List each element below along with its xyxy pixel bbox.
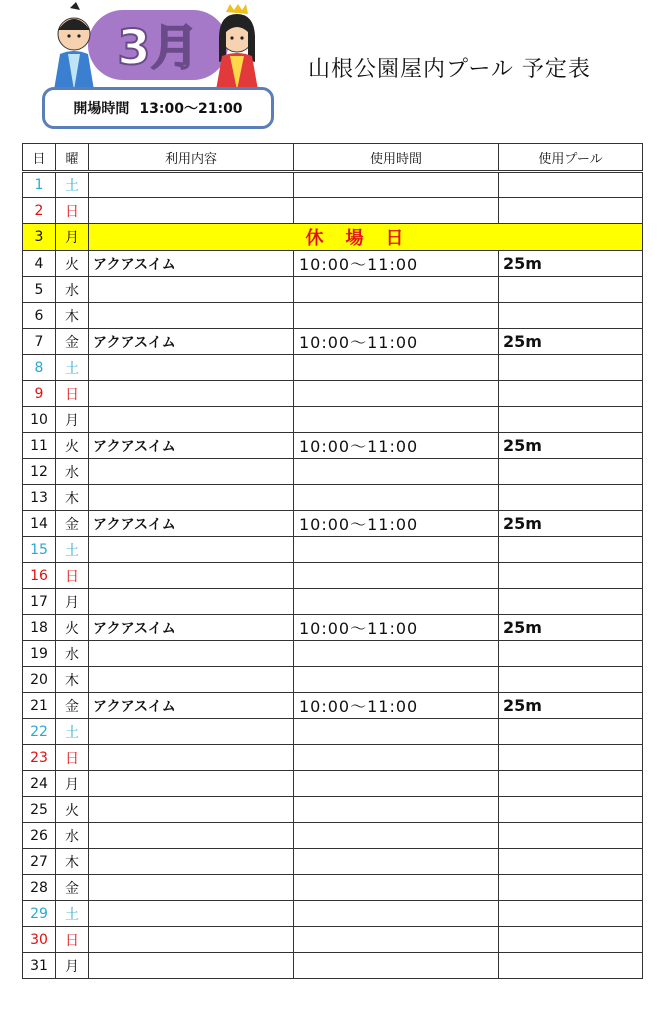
column-header-time: 使用時間 (294, 144, 499, 172)
content-cell (89, 953, 294, 979)
pool-cell (499, 459, 643, 485)
time-cell (294, 771, 499, 797)
day-cell: 13 (23, 485, 56, 511)
time-cell (294, 407, 499, 433)
table-header-row (23, 144, 643, 172)
content-cell: アクアスイム (89, 511, 294, 537)
weekday-cell: 日 (56, 198, 89, 224)
table-row (23, 875, 643, 901)
time-cell (294, 719, 499, 745)
content-cell (89, 459, 294, 485)
content-cell (89, 381, 294, 407)
day-cell: 8 (23, 355, 56, 381)
day-cell: 20 (23, 667, 56, 693)
time-cell (294, 459, 499, 485)
day-cell: 21 (23, 693, 56, 719)
schedule-table (22, 143, 643, 979)
time-cell (294, 537, 499, 563)
content-cell (89, 927, 294, 953)
table-row (23, 823, 643, 849)
column-header-day: 日 (23, 144, 56, 172)
pool-cell: 25m (499, 615, 643, 641)
table-row (23, 433, 643, 459)
content-cell (89, 277, 294, 303)
day-cell: 5 (23, 277, 56, 303)
pool-cell (499, 875, 643, 901)
content-cell (89, 407, 294, 433)
day-cell: 16 (23, 563, 56, 589)
content-cell (89, 849, 294, 875)
content-cell (89, 589, 294, 615)
pool-cell (499, 172, 643, 198)
weekday-cell: 月 (56, 953, 89, 979)
content-cell: アクアスイム (89, 615, 294, 641)
column-header-content: 利用内容 (89, 144, 294, 172)
weekday-cell: 日 (56, 563, 89, 589)
time-cell: 10:00～11:00 (294, 693, 499, 719)
content-cell (89, 485, 294, 511)
pool-cell (499, 485, 643, 511)
time-cell: 10:00～11:00 (294, 433, 499, 459)
table-row (23, 329, 643, 355)
day-cell: 27 (23, 849, 56, 875)
content-cell (89, 901, 294, 927)
weekday-cell: 金 (56, 511, 89, 537)
pool-cell (499, 771, 643, 797)
table-row (23, 563, 643, 589)
time-cell (294, 381, 499, 407)
weekday-cell: 月 (56, 771, 89, 797)
day-cell: 12 (23, 459, 56, 485)
pool-cell (499, 823, 643, 849)
day-cell: 25 (23, 797, 56, 823)
day-cell: 24 (23, 771, 56, 797)
table-row (23, 927, 643, 953)
content-cell (89, 745, 294, 771)
day-cell: 3 (23, 224, 56, 251)
table-row (23, 771, 643, 797)
content-cell (89, 771, 294, 797)
table-row (23, 277, 643, 303)
pool-cell: 25m (499, 433, 643, 459)
time-cell (294, 823, 499, 849)
time-cell (294, 563, 499, 589)
weekday-cell: 木 (56, 667, 89, 693)
pool-cell (499, 277, 643, 303)
table-row (23, 641, 643, 667)
day-cell: 9 (23, 381, 56, 407)
month-badge-illustration (50, 2, 260, 90)
time-cell (294, 927, 499, 953)
table-row (23, 719, 643, 745)
weekday-cell: 土 (56, 537, 89, 563)
time-cell (294, 303, 499, 329)
content-cell (89, 667, 294, 693)
weekday-cell: 木 (56, 303, 89, 329)
weekday-cell: 木 (56, 485, 89, 511)
page-header (0, 0, 663, 140)
table-row (23, 485, 643, 511)
pool-cell (499, 407, 643, 433)
time-cell: 10:00～11:00 (294, 329, 499, 355)
table-row (23, 251, 643, 277)
weekday-cell: 金 (56, 329, 89, 355)
table-row (23, 407, 643, 433)
table-row (23, 381, 643, 407)
time-cell (294, 485, 499, 511)
content-cell: アクアスイム (89, 251, 294, 277)
table-row (23, 667, 643, 693)
opening-hours-box (42, 87, 274, 129)
table-row (23, 953, 643, 979)
girl-doll-icon (216, 4, 258, 90)
time-cell: 10:00～11:00 (294, 251, 499, 277)
weekday-cell: 水 (56, 277, 89, 303)
hours-value: 13:00～21:00 (139, 101, 243, 117)
table-row (23, 797, 643, 823)
weekday-cell: 土 (56, 719, 89, 745)
time-cell (294, 355, 499, 381)
content-cell (89, 198, 294, 224)
content-cell (89, 823, 294, 849)
table-row (23, 693, 643, 719)
table-row (23, 537, 643, 563)
pool-cell (499, 589, 643, 615)
day-cell: 30 (23, 927, 56, 953)
closed-day-label: 休場日 (89, 224, 643, 251)
time-cell (294, 745, 499, 771)
content-cell: アクアスイム (89, 433, 294, 459)
day-cell: 6 (23, 303, 56, 329)
day-cell: 23 (23, 745, 56, 771)
table-row (23, 901, 643, 927)
day-cell: 28 (23, 875, 56, 901)
pool-cell (499, 797, 643, 823)
content-cell (89, 797, 294, 823)
time-cell: 10:00～11:00 (294, 615, 499, 641)
time-cell (294, 641, 499, 667)
day-cell: 10 (23, 407, 56, 433)
weekday-cell: 金 (56, 875, 89, 901)
time-cell (294, 198, 499, 224)
day-cell: 2 (23, 198, 56, 224)
table-row (23, 589, 643, 615)
day-cell: 7 (23, 329, 56, 355)
time-cell (294, 277, 499, 303)
table-row (23, 303, 643, 329)
content-cell (89, 537, 294, 563)
pool-cell (499, 537, 643, 563)
pool-cell (499, 355, 643, 381)
weekday-cell: 水 (56, 459, 89, 485)
column-header-weekday: 曜 (56, 144, 89, 172)
month-badge-text: 3月 (117, 20, 199, 76)
page-title: 山根公園屋内プール 予定表 (308, 57, 591, 82)
day-cell: 1 (23, 172, 56, 198)
pool-cell (499, 849, 643, 875)
content-cell (89, 719, 294, 745)
pool-cell (499, 641, 643, 667)
pool-cell (499, 381, 643, 407)
day-cell: 29 (23, 901, 56, 927)
column-header-pool: 使用プール (499, 144, 643, 172)
weekday-cell: 日 (56, 381, 89, 407)
time-cell (294, 953, 499, 979)
table-row (23, 172, 643, 198)
time-cell (294, 875, 499, 901)
weekday-cell: 火 (56, 251, 89, 277)
table-row (23, 615, 643, 641)
time-cell (294, 589, 499, 615)
weekday-cell: 水 (56, 641, 89, 667)
day-cell: 17 (23, 589, 56, 615)
content-cell: アクアスイム (89, 693, 294, 719)
time-cell (294, 172, 499, 198)
time-cell: 10:00～11:00 (294, 511, 499, 537)
pool-cell (499, 667, 643, 693)
day-cell: 19 (23, 641, 56, 667)
table-row (23, 198, 643, 224)
pool-cell (499, 953, 643, 979)
pool-cell (499, 719, 643, 745)
content-cell (89, 563, 294, 589)
weekday-cell: 火 (56, 433, 89, 459)
table-row (23, 224, 643, 251)
weekday-cell: 日 (56, 745, 89, 771)
day-cell: 4 (23, 251, 56, 277)
weekday-cell: 火 (56, 615, 89, 641)
content-cell (89, 303, 294, 329)
day-cell: 26 (23, 823, 56, 849)
content-cell (89, 875, 294, 901)
content-cell (89, 641, 294, 667)
weekday-cell: 月 (56, 224, 89, 251)
pool-cell (499, 303, 643, 329)
weekday-cell: 木 (56, 849, 89, 875)
table-row (23, 355, 643, 381)
time-cell (294, 849, 499, 875)
day-cell: 31 (23, 953, 56, 979)
table-row (23, 849, 643, 875)
weekday-cell: 金 (56, 693, 89, 719)
content-cell (89, 172, 294, 198)
table-row (23, 511, 643, 537)
day-cell: 14 (23, 511, 56, 537)
weekday-cell: 月 (56, 589, 89, 615)
hours-label: 開場時間 (73, 101, 130, 117)
content-cell (89, 355, 294, 381)
table-row (23, 745, 643, 771)
day-cell: 22 (23, 719, 56, 745)
weekday-cell: 水 (56, 823, 89, 849)
time-cell (294, 901, 499, 927)
pool-cell (499, 198, 643, 224)
day-cell: 18 (23, 615, 56, 641)
weekday-cell: 土 (56, 901, 89, 927)
weekday-cell: 日 (56, 927, 89, 953)
pool-cell: 25m (499, 511, 643, 537)
boy-doll-icon (54, 2, 94, 90)
weekday-cell: 土 (56, 355, 89, 381)
time-cell (294, 667, 499, 693)
table-row (23, 459, 643, 485)
pool-cell (499, 563, 643, 589)
pool-cell: 25m (499, 693, 643, 719)
weekday-cell: 月 (56, 407, 89, 433)
pool-cell: 25m (499, 251, 643, 277)
pool-cell (499, 927, 643, 953)
pool-cell: 25m (499, 329, 643, 355)
day-cell: 15 (23, 537, 56, 563)
pool-cell (499, 745, 643, 771)
time-cell (294, 797, 499, 823)
weekday-cell: 土 (56, 172, 89, 198)
pool-cell (499, 901, 643, 927)
weekday-cell: 火 (56, 797, 89, 823)
content-cell: アクアスイム (89, 329, 294, 355)
day-cell: 11 (23, 433, 56, 459)
